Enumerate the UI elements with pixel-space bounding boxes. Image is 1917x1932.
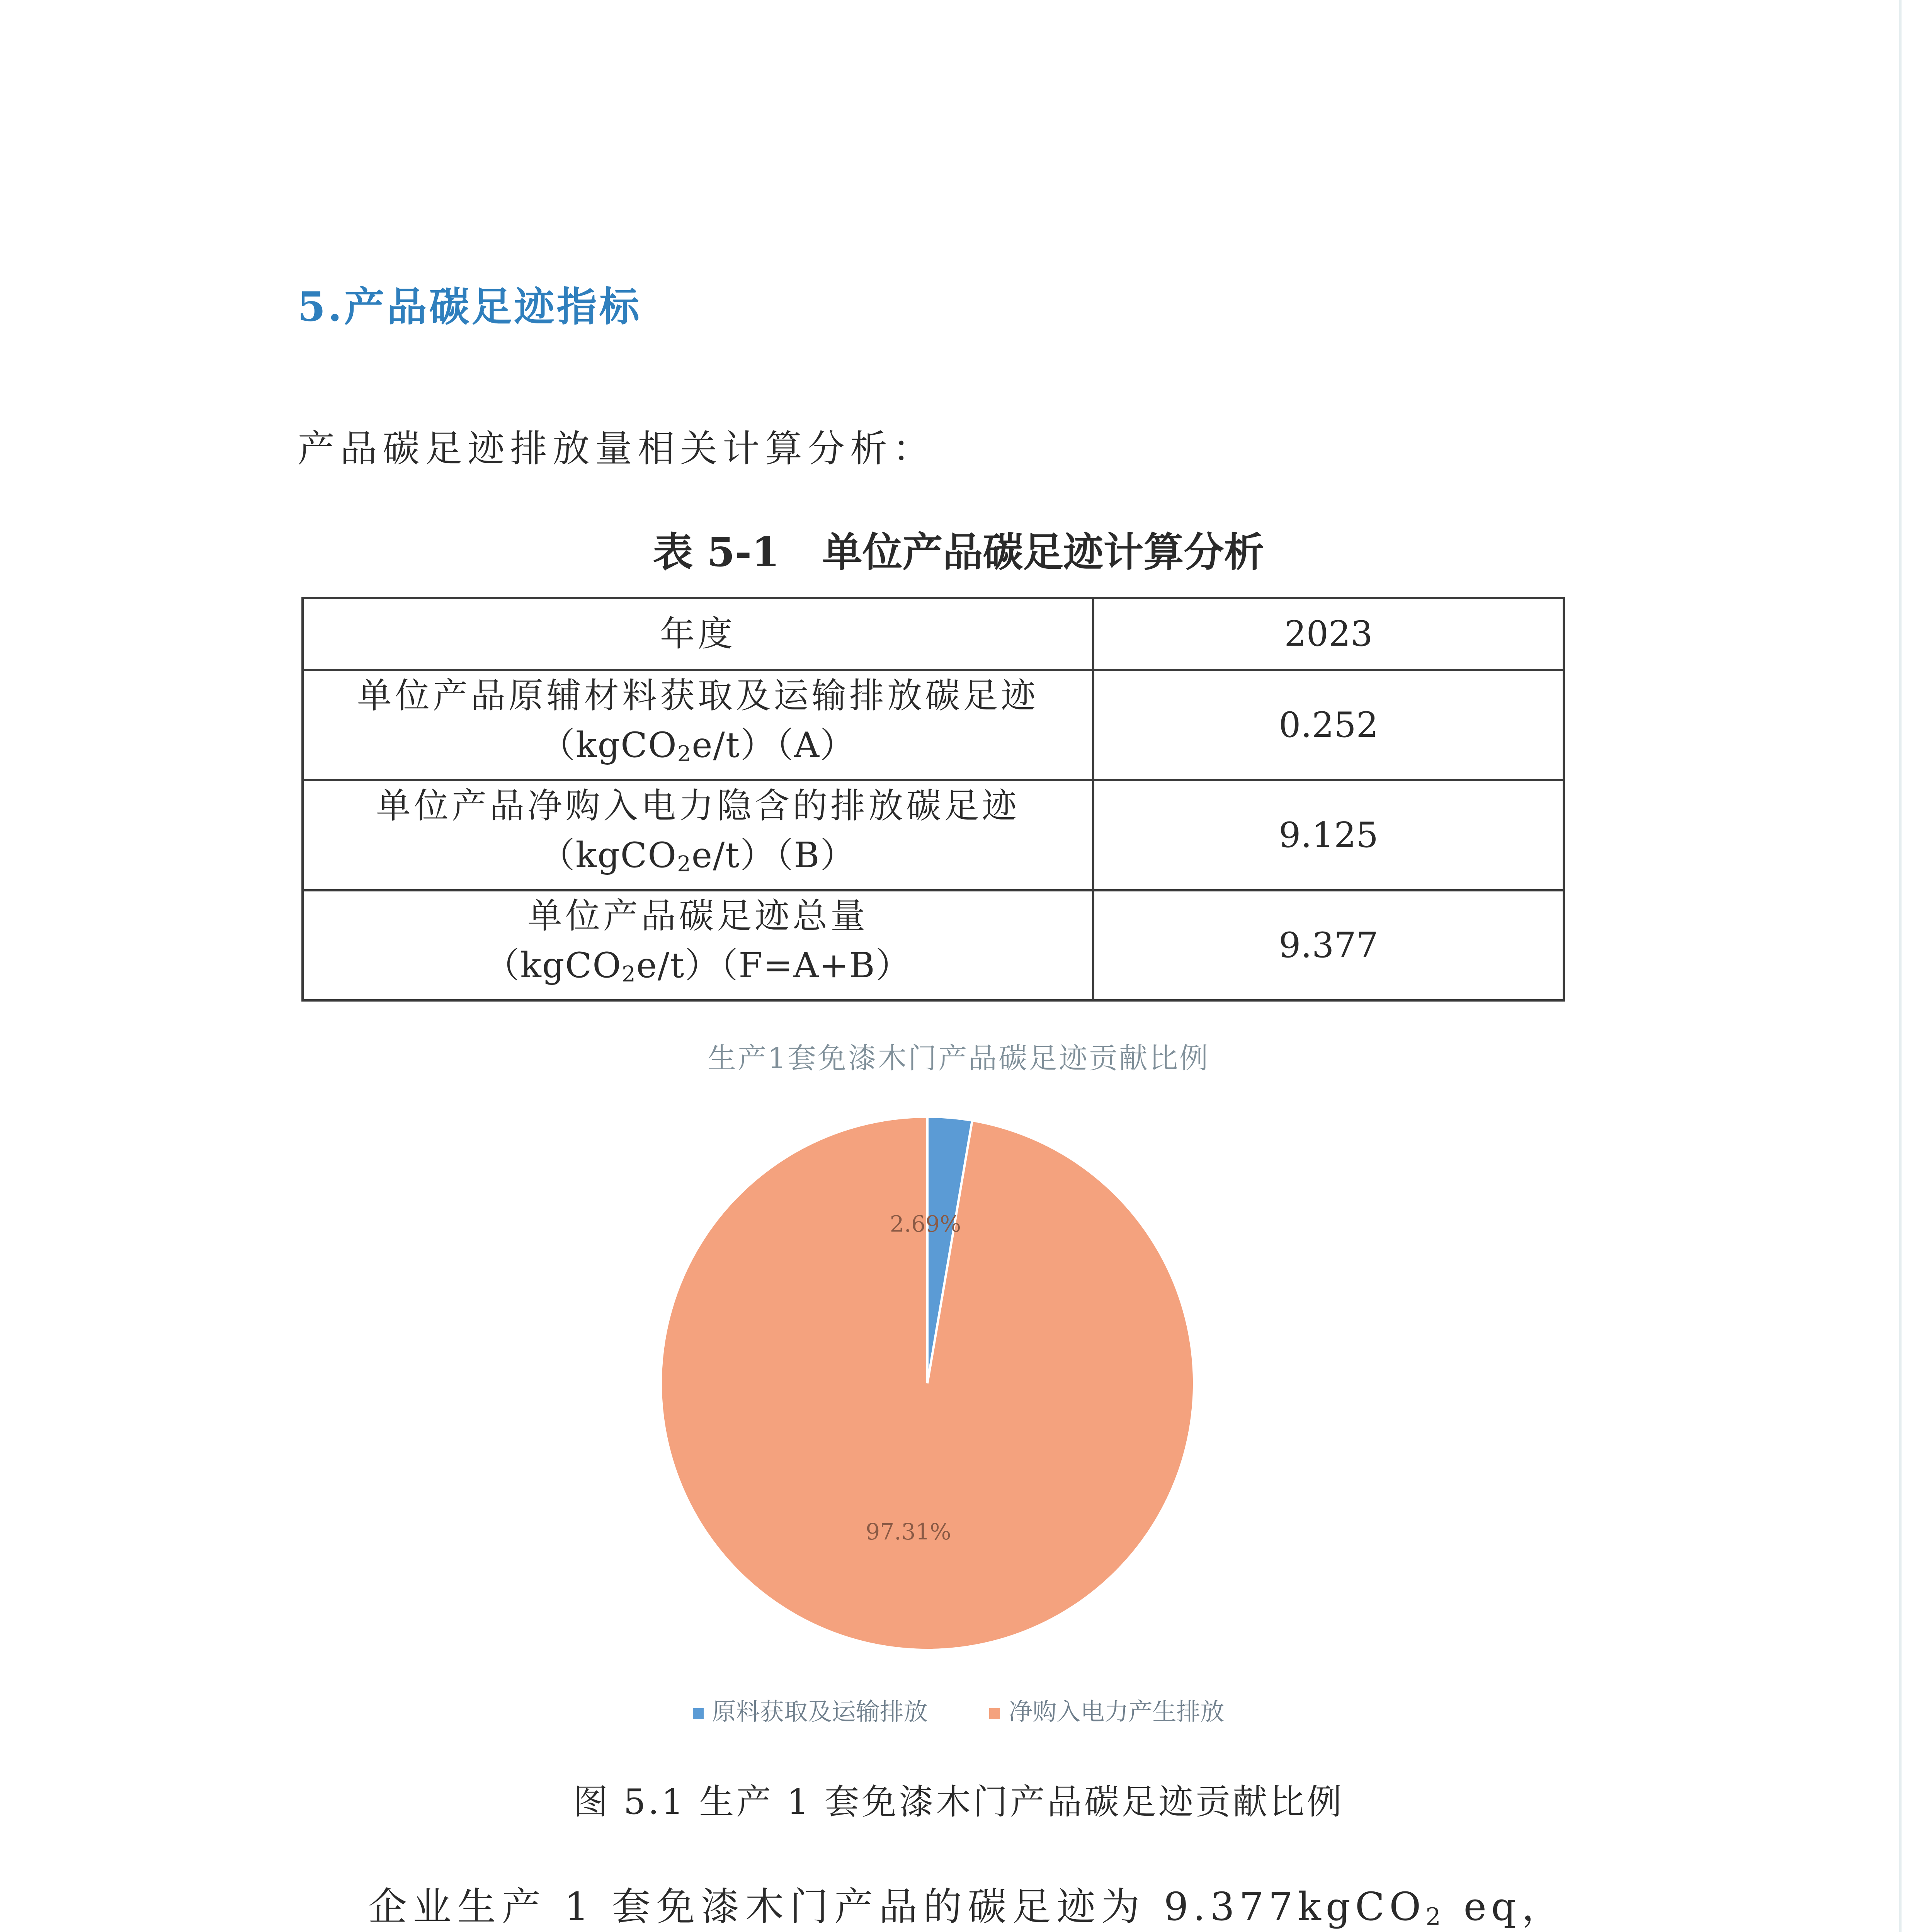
legend-swatch	[989, 1708, 1000, 1719]
intro-text: 产品碳足迹排放量相关计算分析：	[298, 427, 935, 470]
legend-label: 原料获取及运输排放	[712, 1697, 928, 1726]
table-row	[303, 890, 1564, 1000]
row-label: 单位产品碳足迹总量	[527, 896, 868, 937]
pie-data-label: 2.69%	[890, 1211, 961, 1237]
row-label-cell	[303, 670, 1093, 780]
table-row	[303, 780, 1564, 890]
section-heading: 5.产品碳足迹指标	[298, 283, 642, 330]
page-edge	[1899, 0, 1902, 1932]
table-caption-number: 表 5-1	[653, 528, 780, 576]
body-paragraph: 企业生产 1 套免漆木门产品的碳足迹为 9.377kgCO$_2$ eq，	[367, 1884, 1565, 1931]
figure-caption: 图 5.1 生产 1 套免漆木门产品碳足迹贡献比例	[573, 1782, 1344, 1822]
row-unit: （kgCO$_2$e/t）（F=A+B）	[485, 945, 911, 987]
legend-item-electricity	[989, 1692, 1224, 1727]
table-row	[303, 670, 1564, 780]
row-unit: （kgCO$_2$e/t）（A）	[540, 725, 856, 767]
header-year-value: 2023	[1093, 598, 1564, 670]
table-caption	[0, 520, 1917, 578]
row-value: 9.125	[1093, 780, 1564, 890]
pie-chart	[657, 1113, 1198, 1654]
row-label-cell	[303, 890, 1093, 1000]
row-label: 单位产品原辅材料获取及运输排放碳足迹	[357, 675, 1039, 716]
legend-item-materials	[693, 1692, 928, 1727]
pie-data-label: 97.31%	[866, 1518, 951, 1545]
table-header-row	[303, 598, 1564, 670]
row-label-cell	[303, 780, 1093, 890]
pie-slice-electricity	[661, 1117, 1194, 1650]
table-caption-title: 单位产品碳足迹计算分析	[822, 528, 1264, 576]
row-value: 0.252	[1093, 670, 1564, 780]
row-value: 9.377	[1093, 890, 1564, 1000]
carbon-footprint-table	[301, 597, 1565, 1002]
legend-swatch	[693, 1708, 704, 1719]
header-year-label: 年度	[303, 598, 1093, 670]
legend-label: 净购入电力产生排放	[1009, 1697, 1225, 1726]
chart-legend	[0, 1692, 1917, 1727]
row-unit: （kgCO$_2$e/t）（B）	[540, 835, 856, 877]
row-label: 单位产品净购入电力隐含的排放碳足迹	[376, 786, 1020, 827]
chart-title: 生产1套免漆木门产品碳足迹贡献比例	[707, 1042, 1210, 1075]
